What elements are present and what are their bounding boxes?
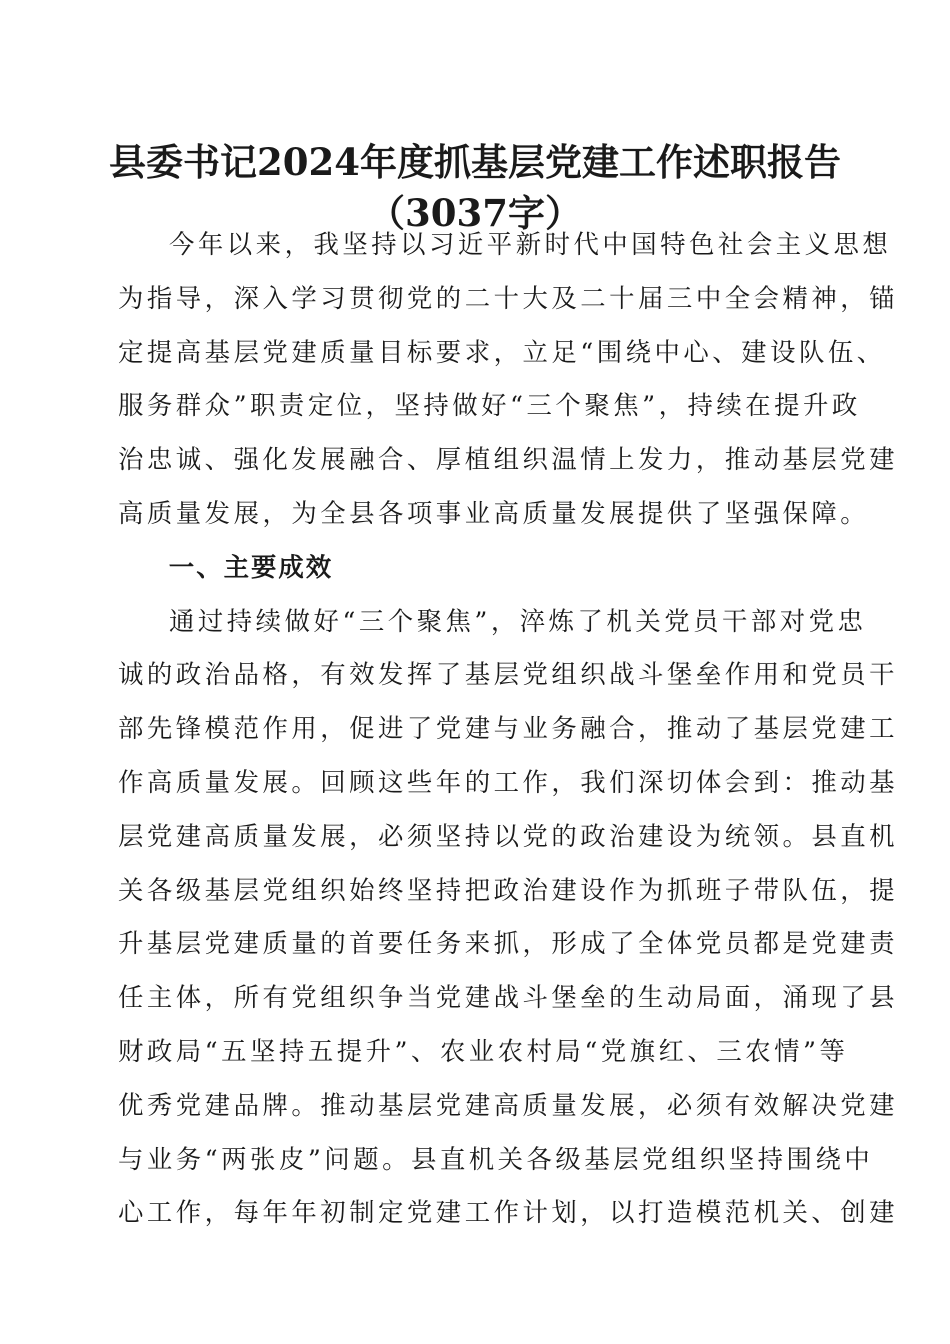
text-line: 财政局“五坚持五提升”、农业农村局“党旗红、三农情”等 bbox=[118, 1035, 849, 1066]
text-line: 高质量发展，为全县各项事业高质量发展提供了坚强保障。 bbox=[118, 497, 870, 528]
text-line: 诚的政治品格，有效发挥了基层党组织战斗堡垒作用和党员干 bbox=[118, 659, 899, 690]
section-paragraph bbox=[118, 595, 899, 1241]
text-line: 为指导，深入学习贯彻党的二十大及二十届三中全会精神，锚 bbox=[118, 282, 899, 313]
text-line: 今年以来，我坚持以习近平新时代中国特色社会主义思想 bbox=[169, 229, 892, 259]
text-line: 心工作，每年年初制定党建工作计划，以打造模范机关、创建 bbox=[118, 1197, 899, 1228]
text-line: 任主体，所有党组织争当党建战斗堡垒的生动局面，涌现了县 bbox=[118, 982, 899, 1013]
document-body bbox=[118, 218, 899, 1240]
text-line: 部先锋模范作用，促进了党建与业务融合，推动了基层党建工 bbox=[118, 713, 899, 744]
text-line: 与业务“两张皮”问题。县直机关各级基层党组织坚持围绕中 bbox=[118, 1143, 874, 1174]
text-line: 治忠诚、强化发展融合、厚植组织温情上发力，推动基层党建 bbox=[118, 444, 899, 475]
intro-paragraph bbox=[118, 218, 899, 541]
text-line: 通过持续做好“三个聚焦”，淬炼了机关党员干部对党忠 bbox=[169, 605, 867, 636]
document-title: 县委书记2024年度抓基层党建工作述职报告 bbox=[109, 140, 841, 184]
document-word-count: （3037字） bbox=[368, 191, 582, 235]
text-line: 关各级基层党组织始终坚持把政治建设作为抓班子带队伍，提 bbox=[118, 874, 899, 905]
section-heading: 一、主要成效 bbox=[168, 551, 334, 582]
text-line: 层党建高质量发展，必须坚持以党的政治建设为统领。县直机 bbox=[118, 820, 899, 851]
text-line: 作高质量发展。回顾这些年的工作，我们深切体会到：推动基 bbox=[118, 766, 899, 797]
text-line: 升基层党建质量的首要任务来抓，形成了全体党员都是党建责 bbox=[118, 928, 899, 959]
text-line: 服务群众”职责定位，坚持做好“三个聚焦”，持续在提升政 bbox=[118, 390, 861, 421]
text-line: 定提高基层党建质量目标要求，立足“围绕中心、建设队伍、 bbox=[118, 336, 886, 367]
text-line: 优秀党建品牌。推动基层党建高质量发展，必须有效解决党建 bbox=[118, 1089, 899, 1120]
